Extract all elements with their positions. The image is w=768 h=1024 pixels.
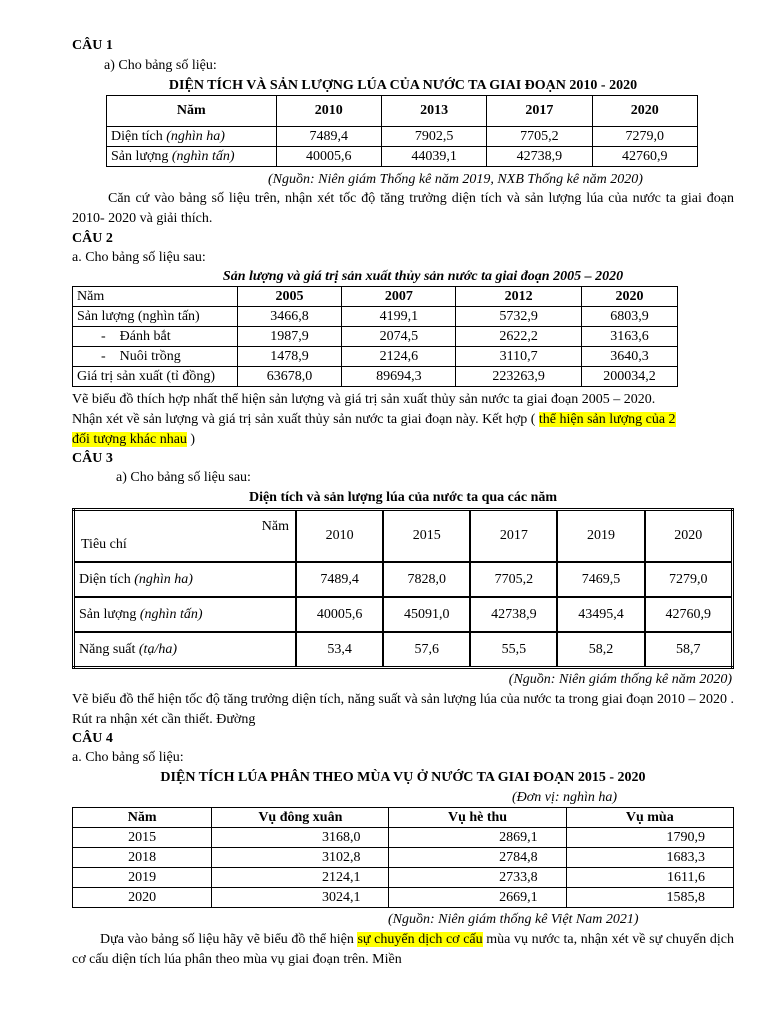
row-label: - Nuôi trồng <box>73 347 238 367</box>
row-unit: (nghìn ha) <box>134 571 193 587</box>
q1-table-title: DIỆN TÍCH VÀ SẢN LƯỢNG LÚA CỦA NƯỚC TA GIAI ĐOẠN 2010 - 2020 <box>168 78 638 93</box>
q1-col-header: 2020 <box>592 96 697 127</box>
q1-heading: CÂU 1 <box>72 38 113 53</box>
cell-value: 7828,0 <box>383 562 470 597</box>
q4-task-highlight: sự chuyển dịch cơ cấu <box>357 932 483 947</box>
q2-task-highlight: thể hiện sản lượng của 2 <box>538 412 676 427</box>
cell-value: 2669,1 <box>389 888 566 908</box>
q4-task-text-end: mùa vụ nước ta, nhận xét về sự chuyển dịch cơ cấu diện tích lúa phân theo mùa vụ giai đoạn trên. Miền <box>72 932 734 967</box>
cell-value: 3102,8 <box>212 848 389 868</box>
cell-year: 2020 <box>73 888 212 908</box>
q4-table <box>72 807 734 908</box>
cell-value: 4199,1 <box>342 307 456 327</box>
cell-value: 2733,8 <box>389 868 566 888</box>
row-label: Giá trị sản xuất (tỉ đồng) <box>73 367 238 387</box>
cell-value: 3466,8 <box>237 307 342 327</box>
cell-value: 43495,4 <box>557 597 644 632</box>
cell-value: 1585,8 <box>566 888 733 908</box>
cell-value: 3168,0 <box>212 828 389 848</box>
q4-task <box>72 930 734 970</box>
cell-value: 44039,1 <box>381 147 486 167</box>
cell-value: 58,2 <box>557 632 644 668</box>
cell-value: 42738,9 <box>487 147 592 167</box>
cell-value: 2124,1 <box>212 868 389 888</box>
q4-col-header: Năm <box>73 808 212 828</box>
cell-value: 2784,8 <box>389 848 566 868</box>
cell-value: 58,7 <box>645 632 733 668</box>
q3-table <box>72 508 734 669</box>
cell-value: 53,4 <box>296 632 383 668</box>
table-row <box>74 632 733 668</box>
cell-value: 7279,0 <box>645 562 733 597</box>
row-unit: (tạ/ha) <box>138 641 177 657</box>
cell-value: 63678,0 <box>237 367 342 387</box>
row-unit: (nghìn tấn) <box>139 606 203 622</box>
cell-value: 7902,5 <box>381 127 486 147</box>
q2-task-end: ) <box>186 432 196 447</box>
cell-year: 2018 <box>73 848 212 868</box>
q4-col-header: Vụ hè thu <box>389 808 566 828</box>
table-row <box>73 347 678 367</box>
cell-value: 89694,3 <box>342 367 456 387</box>
q4-col-header: Vụ đông xuân <box>212 808 389 828</box>
q3-intro: a) Cho bảng số liệu sau: <box>116 470 251 485</box>
q2-task-line1: Vẽ biểu đồ thích hợp nhất thể hiện sản lượng và giá trị sản xuất thủy sản nước ta giai đoạn 2005 – 2020. <box>72 392 656 407</box>
cell-value: 3110,7 <box>456 347 582 367</box>
table-row <box>74 562 733 597</box>
q1-col-header: Năm <box>107 96 277 127</box>
q3-source: (Nguồn: Niên giám thống kê năm 2020) <box>508 672 732 687</box>
table-row <box>73 307 678 327</box>
cell-value: 5732,9 <box>456 307 582 327</box>
table-row <box>73 327 678 347</box>
q1-col-header: 2010 <box>276 96 381 127</box>
row-label: Diện tích <box>79 571 135 587</box>
cell-value: 1987,9 <box>237 327 342 347</box>
cell-value: 2074,5 <box>342 327 456 347</box>
q2-intro: a. Cho bảng số liệu sau: <box>72 250 206 265</box>
q2-task-text: Nhận xét về sản lượng và giá trị sản xuất thủy sản nước ta giai đoạn này. Kết hợp ( <box>72 412 539 427</box>
q1-col-header: 2017 <box>487 96 592 127</box>
table-row <box>73 868 734 888</box>
row-label: Sản lượng <box>79 606 140 622</box>
row-unit: (nghìn ha) <box>166 128 225 144</box>
q3-corner-cell <box>74 510 297 563</box>
cell-value: 1611,6 <box>566 868 733 888</box>
q3-table-title: Diện tích và sản lượng lúa của nước ta qua các năm <box>248 490 558 505</box>
cell-value: 42760,9 <box>645 597 733 632</box>
cell-value: 40005,6 <box>276 147 381 167</box>
q1-intro: a) Cho bảng số liệu: <box>104 58 217 73</box>
q3-heading: CÂU 3 <box>72 451 113 466</box>
cell-value: 7705,2 <box>470 562 557 597</box>
q2-table-title: Sản lượng và giá trị sản xuất thủy sản nước ta giai đoạn 2005 – 2020 <box>222 269 624 284</box>
cell-value: 42738,9 <box>470 597 557 632</box>
q3-year: 2010 <box>296 510 383 563</box>
q2-col-header: 2005 <box>237 287 342 307</box>
table-row <box>74 597 733 632</box>
q1-source: (Nguồn: Niên giám Thống kê năm 2019, NXB Thống kê năm 2020) <box>268 172 643 187</box>
cell-value: 2124,6 <box>342 347 456 367</box>
q3-year: 2020 <box>645 510 733 563</box>
cell-value: 1790,9 <box>566 828 733 848</box>
q2-col-header: 2007 <box>342 287 456 307</box>
q3-corner-criteria: Tiêu chí <box>81 537 127 552</box>
cell-value: 42760,9 <box>592 147 697 167</box>
row-label: Diện tích <box>111 128 167 144</box>
row-unit: (nghìn tấn) <box>171 148 235 164</box>
q4-unit: (Đơn vị: nghìn ha) <box>512 790 618 805</box>
cell-value: 223263,9 <box>456 367 582 387</box>
cell-value: 7705,2 <box>487 127 592 147</box>
q1-table <box>106 95 698 167</box>
table-row <box>73 888 734 908</box>
q2-task-line2 <box>72 410 734 430</box>
cell-value: 3640,3 <box>581 347 677 367</box>
row-label: Sản lượng (nghìn tấn) <box>73 307 238 327</box>
q1-task: Căn cứ vào bảng số liệu trên, nhận xét tốc độ tăng trưởng diện tích và sản lượng lúa của nước ta giai đoạn 2010- 2020 và giải thích. <box>72 191 734 226</box>
cell-value: 7489,4 <box>276 127 381 147</box>
cell-value: 40005,6 <box>296 597 383 632</box>
q4-heading: CÂU 4 <box>72 731 113 746</box>
cell-value: 7279,0 <box>592 127 697 147</box>
cell-value: 1478,9 <box>237 347 342 367</box>
q3-task: Vẽ biểu đồ thể hiện tốc độ tăng trưởng diện tích, năng suất và sản lượng lúa của nước ta trong giai đoạn 2010 – 2020 . Rút ra nhận xét cần thiết. Đường <box>72 692 734 727</box>
q3-year: 2017 <box>470 510 557 563</box>
cell-value: 55,5 <box>470 632 557 668</box>
q4-task-text: Dựa vào bảng số liệu hãy vẽ biểu đồ thể hiện <box>100 932 358 947</box>
q4-col-header: Vụ mùa <box>566 808 733 828</box>
table-row <box>73 828 734 848</box>
q2-table <box>72 286 678 387</box>
cell-value: 2622,2 <box>456 327 582 347</box>
cell-value: 3163,6 <box>581 327 677 347</box>
q2-col-header: 2012 <box>456 287 582 307</box>
row-label: Sản lượng <box>111 148 172 164</box>
q4-source: (Nguồn: Niên giám thống kê Việt Nam 2021) <box>388 912 639 927</box>
table-row <box>73 367 678 387</box>
cell-value: 200034,2 <box>581 367 677 387</box>
cell-value: 3024,1 <box>212 888 389 908</box>
row-label: Năng suất <box>79 641 139 657</box>
q3-year: 2015 <box>383 510 470 563</box>
q2-col-header: Năm <box>73 287 238 307</box>
q3-year: 2019 <box>557 510 644 563</box>
cell-value: 45091,0 <box>383 597 470 632</box>
cell-value: 1683,3 <box>566 848 733 868</box>
q2-task-line3 <box>72 430 734 450</box>
cell-value: 7489,4 <box>296 562 383 597</box>
q2-heading: CÂU 2 <box>72 231 113 246</box>
q4-table-title: DIỆN TÍCH LÚA PHÂN THEO MÙA VỤ Ở NƯỚC TA GIAI ĐOẠN 2015 - 2020 <box>160 770 646 785</box>
q1-col-header: 2013 <box>381 96 486 127</box>
cell-value: 57,6 <box>383 632 470 668</box>
row-label: - Đánh bắt <box>73 327 238 347</box>
q2-task-highlight-cont: đối tượng khác nhau <box>72 432 187 447</box>
table-row <box>107 127 698 147</box>
q3-corner-year: Năm <box>261 519 289 534</box>
cell-value: 6803,9 <box>581 307 677 327</box>
cell-value: 7469,5 <box>557 562 644 597</box>
cell-value: 2869,1 <box>389 828 566 848</box>
q4-intro: a. Cho bảng số liệu: <box>72 750 184 765</box>
table-row <box>73 848 734 868</box>
cell-year: 2015 <box>73 828 212 848</box>
table-row <box>107 147 698 167</box>
cell-year: 2019 <box>73 868 212 888</box>
q2-col-header: 2020 <box>581 287 677 307</box>
